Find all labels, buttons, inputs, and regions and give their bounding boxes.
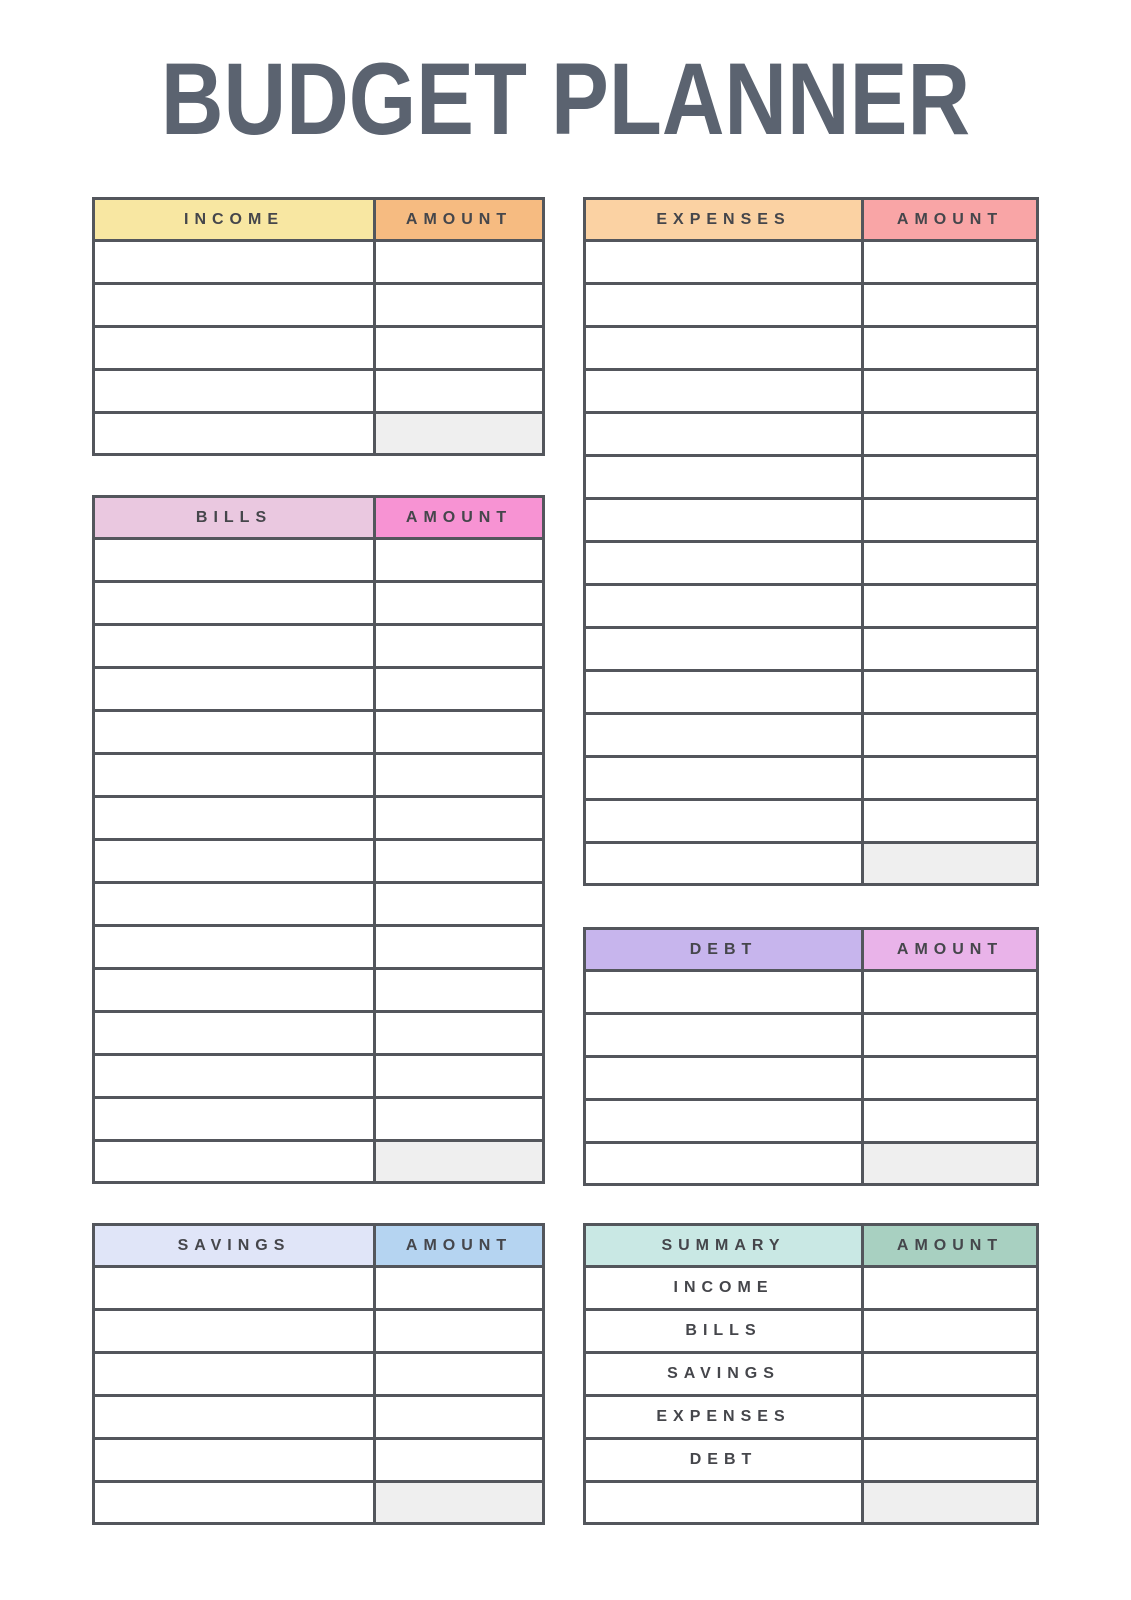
entry-amount-cell	[863, 585, 1038, 628]
entry-label-cell	[94, 582, 375, 625]
blank-entry-row	[585, 714, 1038, 757]
entry-label-cell	[94, 284, 375, 327]
savings-table	[92, 1223, 545, 1525]
summary-total-row	[585, 1482, 1038, 1524]
entry-label-cell	[585, 241, 863, 284]
entry-label-cell	[94, 1055, 375, 1098]
entry-label-cell	[94, 370, 375, 413]
entry-label-cell	[94, 754, 375, 797]
income-table	[92, 197, 545, 456]
entry-label-cell	[94, 1098, 375, 1141]
entry-amount-cell	[375, 241, 544, 284]
summary-row-label: BILLS	[585, 1310, 863, 1353]
bills-amount-header-cell: AMOUNT	[375, 497, 544, 539]
blank-entry-row	[94, 926, 544, 969]
summary-amount-cell	[863, 1439, 1038, 1482]
entry-label-cell	[94, 711, 375, 754]
entry-amount-cell	[863, 413, 1038, 456]
debt-total-cell	[863, 1143, 1038, 1185]
blank-entry-row	[94, 241, 544, 284]
entry-label-cell	[585, 714, 863, 757]
total-row-spacer	[585, 1482, 863, 1524]
bills-header-row	[94, 497, 544, 539]
savings-total-cell	[375, 1482, 544, 1524]
bills-header-cell: BILLS	[94, 497, 375, 539]
entry-label-cell	[585, 284, 863, 327]
savings-amount-header-cell: AMOUNT	[375, 1225, 544, 1267]
entry-amount-cell	[863, 1100, 1038, 1143]
expenses-total-cell	[863, 843, 1038, 885]
entry-label-cell	[585, 671, 863, 714]
summary-row-income	[585, 1267, 1038, 1310]
summary-row-label: SAVINGS	[585, 1353, 863, 1396]
total-row-spacer	[94, 1482, 375, 1524]
summary-row-debt	[585, 1439, 1038, 1482]
expenses-amount-header-cell: AMOUNT	[863, 199, 1038, 241]
entry-label-cell	[94, 1396, 375, 1439]
summary-amount-header-cell: AMOUNT	[863, 1225, 1038, 1267]
entry-amount-cell	[863, 800, 1038, 843]
blank-entry-row	[94, 625, 544, 668]
entry-amount-cell	[863, 370, 1038, 413]
summary-row-label: DEBT	[585, 1439, 863, 1482]
entry-label-cell	[585, 628, 863, 671]
income-header-cell: INCOME	[94, 199, 375, 241]
entry-label-cell	[94, 969, 375, 1012]
total-row-spacer	[585, 1143, 863, 1185]
blank-entry-row	[585, 456, 1038, 499]
entry-amount-cell	[375, 625, 544, 668]
entry-label-cell	[585, 757, 863, 800]
summary-row-bills	[585, 1310, 1038, 1353]
blank-entry-row	[94, 582, 544, 625]
entry-label-cell	[585, 542, 863, 585]
entry-amount-cell	[375, 754, 544, 797]
entry-amount-cell	[863, 1014, 1038, 1057]
summary-row-label: EXPENSES	[585, 1396, 863, 1439]
blank-entry-row	[585, 971, 1038, 1014]
entry-label-cell	[585, 1014, 863, 1057]
entry-amount-cell	[375, 284, 544, 327]
blank-entry-row	[585, 542, 1038, 585]
entry-amount-cell	[863, 542, 1038, 585]
entry-amount-cell	[375, 969, 544, 1012]
blank-entry-row	[94, 797, 544, 840]
summary-total-cell	[863, 1482, 1038, 1524]
summary-amount-cell	[863, 1353, 1038, 1396]
expenses-total-row	[585, 843, 1038, 885]
blank-entry-row	[94, 840, 544, 883]
summary-amount-cell	[863, 1310, 1038, 1353]
blank-entry-row	[585, 585, 1038, 628]
entry-label-cell	[94, 1439, 375, 1482]
entry-amount-cell	[863, 241, 1038, 284]
entry-label-cell	[94, 1310, 375, 1353]
entry-label-cell	[585, 1057, 863, 1100]
summary-header-row	[585, 1225, 1038, 1267]
blank-entry-row	[585, 499, 1038, 542]
page-title: BUDGET PLANNER	[160, 42, 971, 156]
blank-entry-row	[585, 370, 1038, 413]
summary-amount-cell	[863, 1396, 1038, 1439]
entry-amount-cell	[375, 539, 544, 582]
blank-entry-row	[585, 327, 1038, 370]
bills-total-row	[94, 1141, 544, 1183]
debt-amount-header-cell: AMOUNT	[863, 929, 1038, 971]
blank-entry-row	[94, 1012, 544, 1055]
total-row-spacer	[94, 1141, 375, 1183]
blank-entry-row	[94, 370, 544, 413]
blank-entry-row	[94, 754, 544, 797]
entry-amount-cell	[863, 327, 1038, 370]
summary-table	[583, 1223, 1039, 1525]
entry-amount-cell	[375, 711, 544, 754]
entry-amount-cell	[863, 499, 1038, 542]
entry-label-cell	[94, 883, 375, 926]
blank-entry-row	[585, 628, 1038, 671]
entry-amount-cell	[863, 284, 1038, 327]
total-row-spacer	[585, 843, 863, 885]
summary-amount-cell	[863, 1267, 1038, 1310]
entry-amount-cell	[863, 714, 1038, 757]
entry-label-cell	[94, 539, 375, 582]
entry-amount-cell	[375, 1012, 544, 1055]
debt-header-row	[585, 929, 1038, 971]
blank-entry-row	[94, 1098, 544, 1141]
entry-label-cell	[94, 327, 375, 370]
blank-entry-row	[94, 539, 544, 582]
entry-label-cell	[94, 840, 375, 883]
entry-amount-cell	[375, 1439, 544, 1482]
expenses-table	[583, 197, 1039, 886]
entry-label-cell	[585, 585, 863, 628]
entry-amount-cell	[375, 1353, 544, 1396]
savings-total-row	[94, 1482, 544, 1524]
entry-label-cell	[585, 370, 863, 413]
summary-row-expenses	[585, 1396, 1038, 1439]
entry-amount-cell	[375, 1396, 544, 1439]
summary-row-label: INCOME	[585, 1267, 863, 1310]
entry-label-cell	[585, 971, 863, 1014]
debt-table	[583, 927, 1039, 1186]
entry-label-cell	[585, 456, 863, 499]
blank-entry-row	[585, 413, 1038, 456]
bills-total-cell	[375, 1141, 544, 1183]
entry-amount-cell	[375, 370, 544, 413]
entry-amount-cell	[375, 840, 544, 883]
expenses-header-row	[585, 199, 1038, 241]
income-header-row	[94, 199, 544, 241]
entry-amount-cell	[375, 1310, 544, 1353]
entry-label-cell	[585, 800, 863, 843]
entry-label-cell	[585, 499, 863, 542]
blank-entry-row	[94, 1055, 544, 1098]
income-amount-header-cell: AMOUNT	[375, 199, 544, 241]
blank-entry-row	[585, 757, 1038, 800]
entry-label-cell	[94, 1353, 375, 1396]
blank-entry-row	[94, 1267, 544, 1310]
entry-label-cell	[94, 1267, 375, 1310]
blank-entry-row	[94, 1396, 544, 1439]
blank-entry-row	[94, 1439, 544, 1482]
entry-amount-cell	[375, 1098, 544, 1141]
entry-amount-cell	[863, 757, 1038, 800]
blank-entry-row	[585, 1057, 1038, 1100]
entry-label-cell	[94, 668, 375, 711]
entry-amount-cell	[863, 456, 1038, 499]
total-row-spacer	[94, 413, 375, 455]
summary-header-cell: SUMMARY	[585, 1225, 863, 1267]
entry-amount-cell	[863, 1057, 1038, 1100]
income-total-cell	[375, 413, 544, 455]
blank-entry-row	[94, 1310, 544, 1353]
blank-entry-row	[585, 1100, 1038, 1143]
blank-entry-row	[585, 671, 1038, 714]
savings-header-cell: SAVINGS	[94, 1225, 375, 1267]
income-total-row	[94, 413, 544, 455]
blank-entry-row	[94, 711, 544, 754]
blank-entry-row	[94, 327, 544, 370]
blank-entry-row	[94, 969, 544, 1012]
savings-header-row	[94, 1225, 544, 1267]
entry-amount-cell	[375, 327, 544, 370]
entry-amount-cell	[375, 883, 544, 926]
entry-amount-cell	[863, 671, 1038, 714]
entry-amount-cell	[375, 582, 544, 625]
entry-amount-cell	[375, 926, 544, 969]
bills-table	[92, 495, 545, 1184]
blank-entry-row	[94, 668, 544, 711]
entry-label-cell	[94, 1012, 375, 1055]
entry-amount-cell	[375, 1267, 544, 1310]
blank-entry-row	[585, 1014, 1038, 1057]
entry-amount-cell	[375, 668, 544, 711]
summary-row-savings	[585, 1353, 1038, 1396]
entry-label-cell	[94, 797, 375, 840]
entry-amount-cell	[375, 797, 544, 840]
entry-label-cell	[94, 241, 375, 284]
entry-amount-cell	[863, 971, 1038, 1014]
entry-label-cell	[585, 1100, 863, 1143]
blank-entry-row	[585, 800, 1038, 843]
entry-label-cell	[585, 413, 863, 456]
debt-header-cell: DEBT	[585, 929, 863, 971]
blank-entry-row	[585, 241, 1038, 284]
entry-amount-cell	[375, 1055, 544, 1098]
entry-label-cell	[94, 926, 375, 969]
expenses-header-cell: EXPENSES	[585, 199, 863, 241]
entry-label-cell	[585, 327, 863, 370]
debt-total-row	[585, 1143, 1038, 1185]
blank-entry-row	[94, 1353, 544, 1396]
blank-entry-row	[585, 284, 1038, 327]
blank-entry-row	[94, 284, 544, 327]
blank-entry-row	[94, 883, 544, 926]
entry-amount-cell	[863, 628, 1038, 671]
entry-label-cell	[94, 625, 375, 668]
